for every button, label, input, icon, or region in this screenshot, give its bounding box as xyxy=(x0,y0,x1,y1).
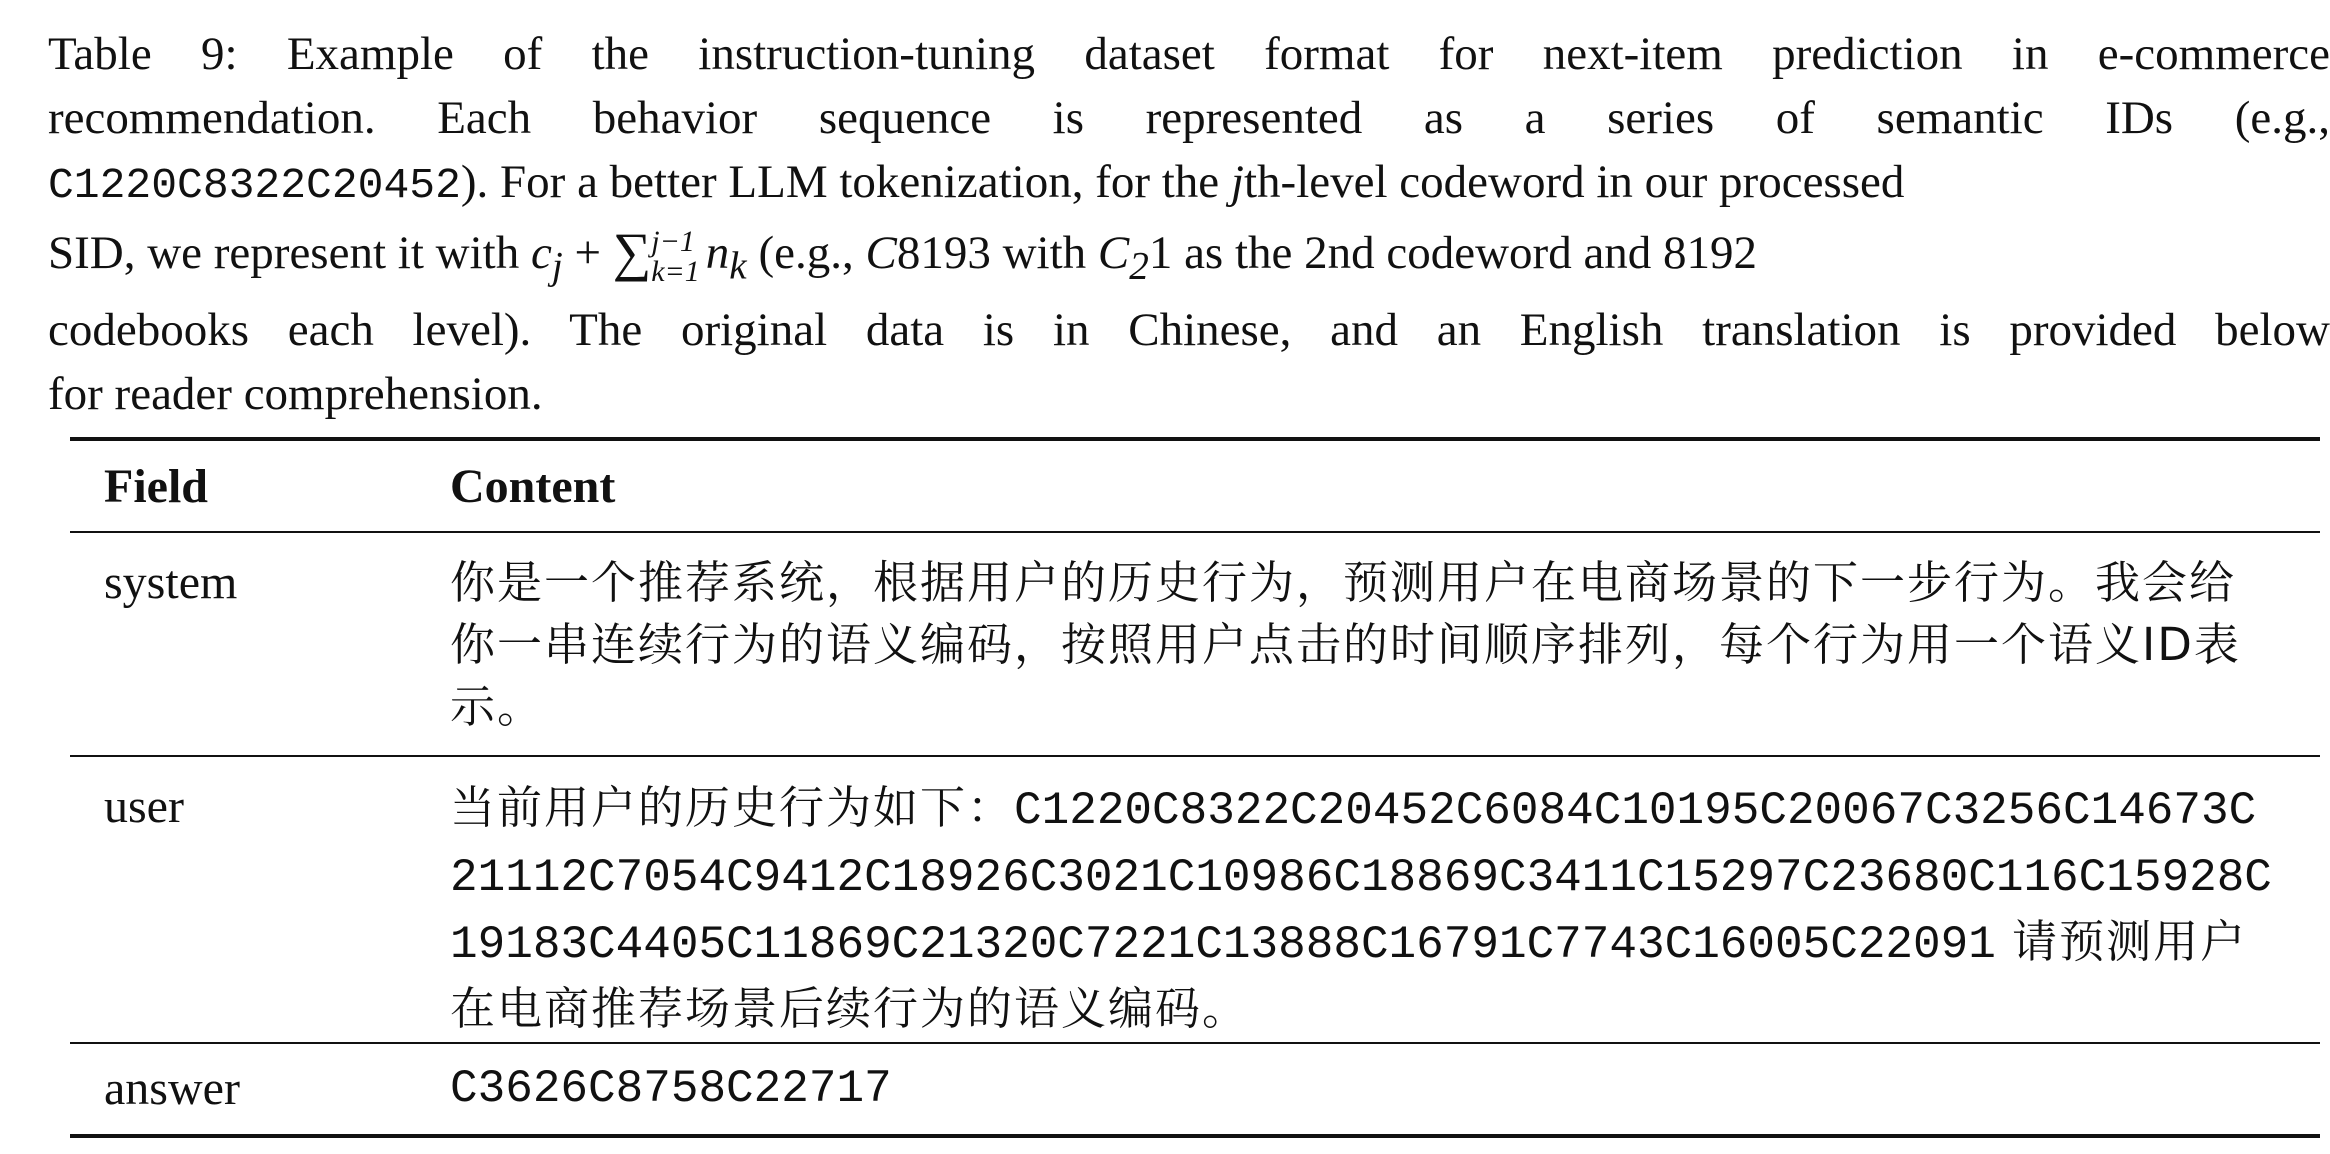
user-prefix: 当前用户的历史行为如下： xyxy=(450,781,1015,834)
row-system-content: 你是一个推荐系统，根据用户的历史行为，预测用户在电商场景的下一步行为。我会给你一串连续行为的语义编码，按照用户点击的时间顺序排列，每个行为用一个语义ID表示。 xyxy=(450,556,2241,733)
row-rule-1 xyxy=(70,755,2320,757)
formula: $c_j$ + ∑ j−1 k=1 $n_k$ xyxy=(530,222,747,289)
user-suffix: 请预测用户在电商推荐场景后续行为的语义编码。 xyxy=(450,915,2248,1035)
row-rule-2 xyxy=(70,1042,2320,1044)
caption-line-4: SID, we represent it with $c_j$ + ∑ j−1 k=1 $n_k$ (e.g., C8193 with $C_21$ as the 2nd codeword and 8192 xyxy=(48,222,1758,289)
header-rule xyxy=(70,531,2320,533)
header-field: Field xyxy=(104,460,208,513)
caption-line-6: for reader comprehension. xyxy=(48,368,543,421)
table-caption xyxy=(48,22,2330,426)
caption-line-2: recommendation. Each behavior sequence is represented as a series of semantic IDs (e.g., xyxy=(48,92,2330,144)
caption-line-5: codebooks each level). The original data is in Chinese, and an English translation is provided below xyxy=(48,304,2330,357)
row-answer-field: answer xyxy=(104,1062,240,1115)
user-sid-sequence: C1220C8322C20452C6084C10195C20067C3256C14673C21112C7054C9412C18926C3021C10986C18869C3411C15297C23680C116C15928C19183C4405C11869C21320C7221C13888C16791C7743C16005C22091 xyxy=(450,785,2272,971)
header-content: Content xyxy=(450,460,616,513)
row-system-field: system xyxy=(104,556,238,609)
row-answer-content: C3626C8758C22717 xyxy=(450,1063,892,1115)
caption-line-1: Table 9: Example of the instruction-tuning dataset format for next-item prediction in e-commerce xyxy=(48,28,2330,80)
table-bottom-rule xyxy=(70,1134,2320,1138)
row-user-content xyxy=(450,776,2280,1041)
table-top-rule xyxy=(70,437,2320,441)
caption-sid-example: C1220C8322C20452 xyxy=(48,161,461,210)
row-user-field: user xyxy=(104,780,184,833)
caption-line-3: C1220C8322C20452). For a better LLM tokenization, for the jth-level codeword in our processed xyxy=(48,156,1905,210)
